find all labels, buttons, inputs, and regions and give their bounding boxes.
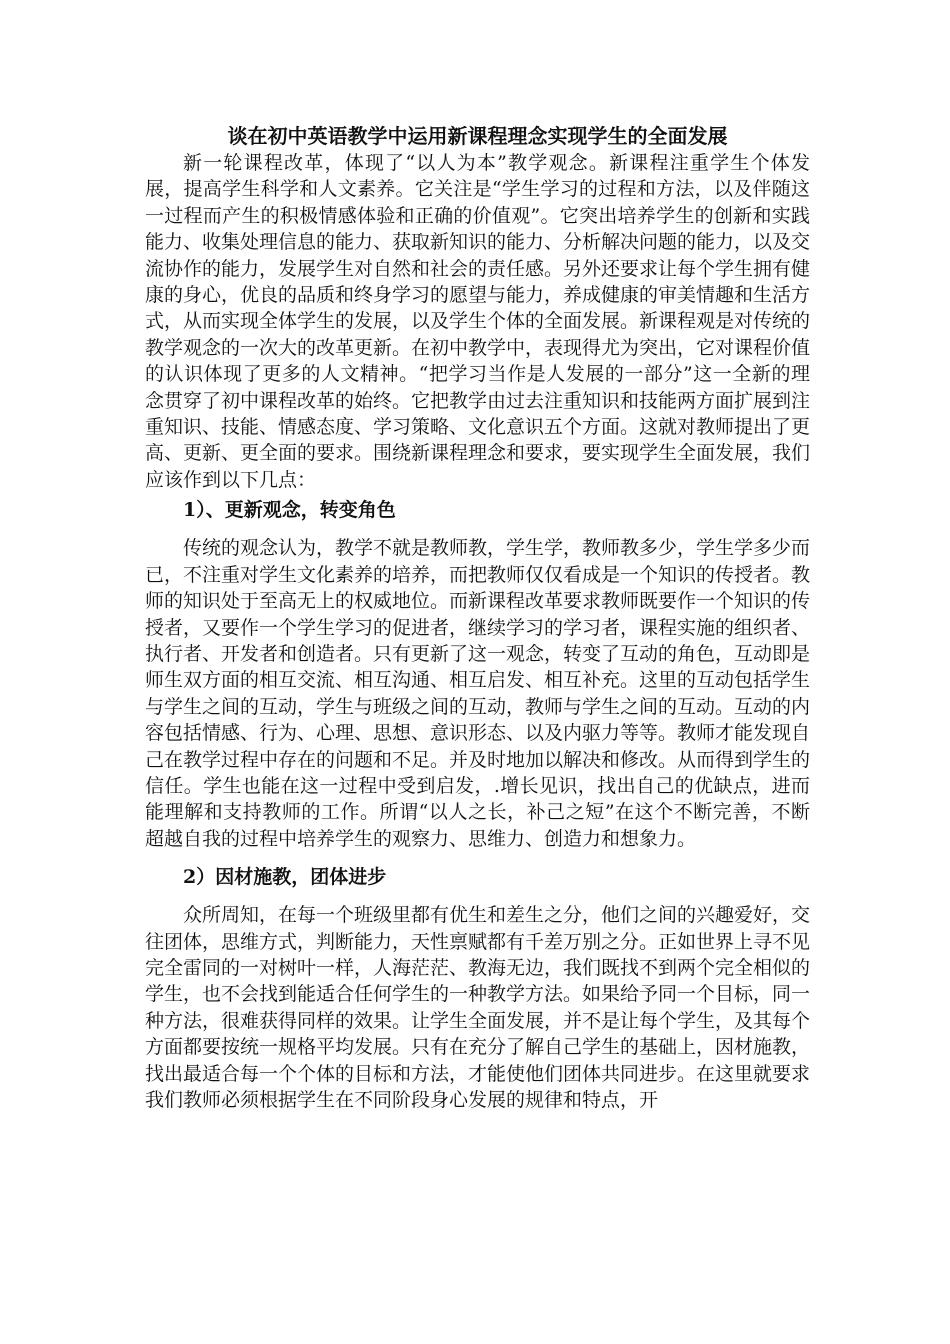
section-2-heading: 2）因材施教，团体进步 bbox=[183, 866, 387, 889]
document-content bbox=[145, 122, 810, 1113]
intro-paragraph: 新一轮课程改革，体现了“以人为本”教学观念。新课程注重学生个体发展，提高学生科学和人文素养。它关注是“学生学习的过程和方法，以及伴随这一过程而产生的积极情感体验和正确的价值观”。它突出培养学生的创新和实践能力、收集处理信息的能力、获取新知识的能力、分析解决问题的能力，以及交流协作的能力，发展学生对自然和社会的责任感。另外还要求让每个学生拥有健康的身心，优良的品质和终身学习的愿望与能力，养成健康的审美情趣和生活方式，从而实现全体学生的发展，以及学生个体的全面发展。新课程观是对传统的教学观念的一次大的改革更新。在初中教学中，表现得尤为突出，它对课程价值的认识体现了更多的人文精神。“把学习当作是人发展的一部分”这一全新的理念贯穿了初中课程改革的始终。它把教学由过去注重知识和技能两方面扩展到注重知识、技能、情感态度、学习策略、文化意识五个方面。这就对教师提出了更高、更新、更全面的要求。围绕新课程理念和要求，要实现学生全面发展，我们应该作到以下几点： bbox=[145, 152, 811, 491]
section-1-heading: 1）、更新观念，转变角色 bbox=[183, 499, 396, 522]
section-2-paragraph: 众所周知，在每一个班级里都有优生和差生之分，他们之间的兴趣爱好，交往团体，思维方式，判断能力，天性禀赋都有千差万别之分。正如世界上寻不见完全雷同的一对树叶一样，人海茫茫、教海无边，我们既找不到两个完全相似的学生，也不会找到能适合任何学生的一种教学方法。如果给予同一个目标，同一种方法，很难获得同样的效果。让学生全面发展，并不是让每个学生，及其每个方面都要按统一规格平均发展。只有在充分了解自己学生的基础上，因材施教，找出最适合每一个个体的目标和方法，才能使他们团体共同进步。在这里就要求我们教师必须根据学生在不同阶段身心发展的规律和特点，开 bbox=[145, 904, 811, 1111]
spacer bbox=[145, 523, 810, 535]
spacer bbox=[145, 890, 810, 902]
section-1-paragraph: 传统的观念认为，教学不就是教师教，学生学，教师教多少，学生学多少而已，不注重对学生文化素养的培养，而把教师仅仅看成是一个知识的传授者。教师的知识处于至高无上的权威地位。而新课程改革要求教师既要作一个知识的传授者，又要作一个学生学习的促进者，继续学习的学习者，课程实施的组织者、执行者、开发者和创造者。只有更新了这一观念，转变了互动的角色，互动即是师生双方面的相互交流、相互沟通、相互启发、相互补充。这里的互动包括学生与学生之间的互动，学生与班级之间的互动，教师与学生之间的互动。互动的内容包括情感、行为、心理、思想、意识形态、以及内驱力等等。教师才能发现自己在教学过程中存在的问题和不足。并及时地加以解决和修改。从而得到学生的信任。学生也能在这一过程中受到启发，.增长见识，找出自己的优缺点，进而能理解和支持教师的工作。所谓“以人之长，补己之短”在这个不断完善，不断超越自我的过程中培养学生的观察力、思维力、创造力和想象力。 bbox=[145, 537, 811, 850]
document-title: 谈在初中英语教学中运用新课程理念实现学生的全面发展 bbox=[227, 124, 728, 148]
spacer bbox=[145, 852, 810, 864]
